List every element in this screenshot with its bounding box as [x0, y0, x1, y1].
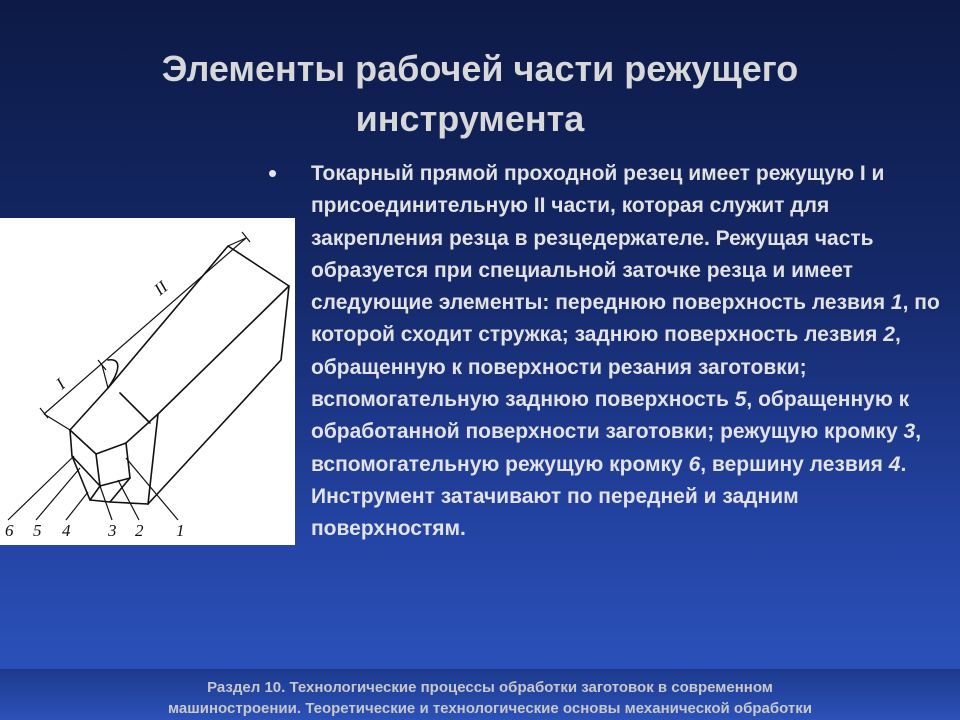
- main-flank-edge: [110, 443, 130, 502]
- slide-title-line-1: Элементы рабочей части режущего: [161, 48, 799, 89]
- slide-title-line-2: инструмента: [355, 98, 585, 139]
- slide-title: [0, 44, 960, 144]
- head-top: [70, 414, 158, 454]
- label-2: 2: [135, 521, 144, 540]
- leader-2: [118, 480, 139, 520]
- cutting-tool-diagram: [0, 218, 295, 545]
- leader-3: [100, 486, 112, 520]
- footer-text: [50, 677, 930, 719]
- element-number: 1: [890, 291, 903, 315]
- paragraph-text: , обращенную к обработанной поверхности заготовки; режущую кромку: [311, 388, 910, 444]
- leader-6: [8, 456, 74, 520]
- paragraph-text: , по которой сходит стружка; заднюю поверхность лезвия: [311, 291, 940, 347]
- label-3: 3: [108, 521, 117, 540]
- aux-flank-edge: [72, 456, 100, 486]
- bullet-marker: •: [268, 158, 278, 188]
- label-5: 5: [33, 521, 42, 540]
- label-6: 6: [5, 521, 14, 540]
- extension-lines: [44, 238, 246, 430]
- element-number: 3: [903, 420, 916, 444]
- element-number: 5: [734, 388, 747, 412]
- description-paragraph: [311, 158, 946, 546]
- label-1: 1: [176, 521, 185, 540]
- transition-curve: [108, 360, 118, 388]
- paragraph-text: , обращенную к поверхности резания заготовки; вспомогательную заднюю поверхность: [311, 323, 901, 412]
- footer-line-1: Раздел 10. Технологические процессы обработки заготовок в современном: [207, 679, 773, 696]
- rake-face-line: [120, 393, 150, 423]
- paragraph-text: , вспомогательную режущую кромку: [311, 420, 922, 476]
- label-II: II: [150, 277, 172, 300]
- element-number: 4: [888, 452, 901, 476]
- element-number: 2: [883, 323, 895, 347]
- paragraph-text: , вершину лезвия: [700, 452, 889, 476]
- dimension-line-II: [44, 238, 246, 414]
- footer-line-2: машиностроении. Теоретические и технологические основы механической обработки: [168, 700, 812, 717]
- tip-edge: [100, 478, 130, 486]
- shank-side-edge: [148, 286, 289, 504]
- shank-top-edge: [70, 246, 289, 430]
- cutting-tool-drawing: [0, 218, 295, 545]
- paragraph-text: . Инструмент затачивают по передней и задним поверхностям.: [311, 452, 907, 541]
- label-4: 4: [62, 521, 71, 540]
- paragraph-text: Токарный прямой проходной резец имеет режущую I и присоединительную II части, которая служит для закрепления резца в резцедержателе. Режущая часть образуется при специальной заточке резца и имеет следующие элементы: переднюю поверхность лезвия: [311, 162, 891, 315]
- leader-4: [66, 492, 88, 520]
- leader-5: [36, 468, 80, 520]
- element-number: 6: [688, 452, 701, 476]
- label-I: I: [52, 374, 69, 394]
